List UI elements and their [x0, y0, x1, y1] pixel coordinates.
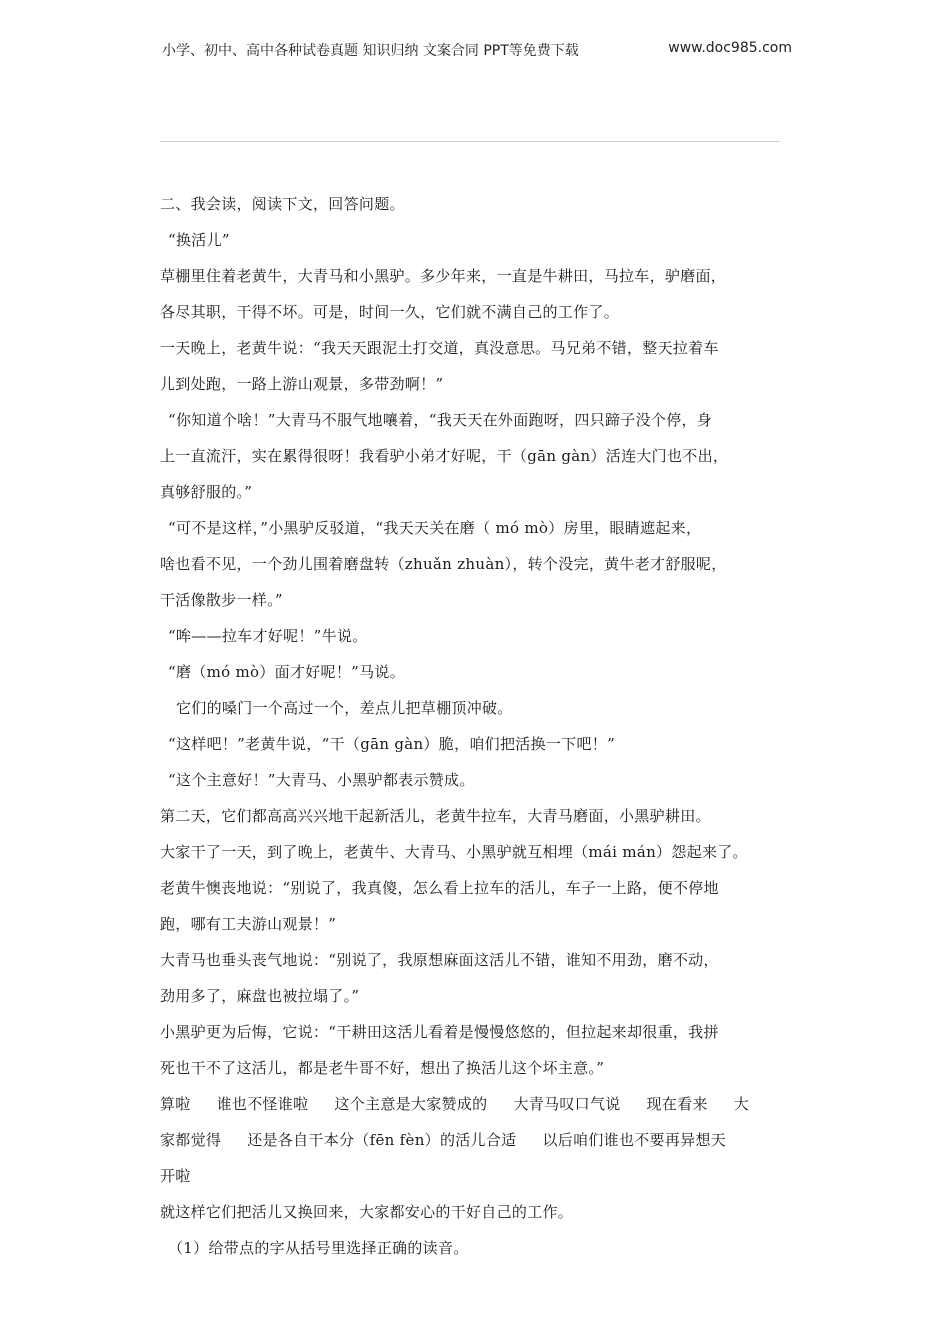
text-line: 老黄牛懊丧地说：“别说了，我真傻，怎么看上拉车的活儿，车子一上路，便不停地	[160, 879, 719, 897]
phrase: 以后咱们谁也不要再异想天	[542, 1131, 727, 1149]
text-line: “这个主意好！”大青马、小黑驴都表示赞成。	[168, 771, 475, 789]
unpunctuated-line	[160, 1126, 810, 1162]
text-line: “你知道个啥！”大青马不服气地嚷着，“我天天在外面跑呀，四只蹄子没个停，身	[168, 411, 713, 429]
text-line: 跑，哪有工夫游山观景！”	[160, 915, 337, 933]
text-line: 劲用多了，麻盘也被拉塌了。”	[160, 987, 360, 1005]
text-line: 草棚里住着老黄牛，大青马和小黑驴。多少年来，一直是牛耕田，马拉车，驴磨面，	[160, 267, 727, 285]
text-line: 死也干不了这活儿，都是老牛哥不好，想出了换活儿这个坏主意。”	[160, 1059, 605, 1077]
story-title: “换活儿”	[168, 231, 230, 249]
question-line: （1）给带点的字从括号里选择正确的读音。	[168, 1239, 469, 1257]
text-line: 啥也看不见，一个劲儿围着磨盘转（zhuǎn zhuàn），转个没完，黄牛老才舒服呢，	[160, 555, 727, 573]
text-line: 大青马也垂头丧气地说：“别说了，我原想麻面这活儿不错，谁知不用劲，磨不动，	[160, 951, 719, 969]
text-line: 儿到处跑，一路上游山观景，多带劲啊！”	[160, 375, 444, 393]
header-divider	[160, 141, 780, 142]
phrase: 大	[733, 1095, 750, 1113]
header-site-url: www.doc985.com	[668, 40, 792, 56]
text-line: 第二天，它们都高高兴兴地干起新活儿，老黄牛拉车，大青马磨面，小黑驴耕田。	[160, 807, 711, 825]
text-line: 一天晚上，老黄牛说：“我天天跟泥土打交道，真没意思。马兄弟不错，整天拉着车	[160, 339, 719, 357]
text-line: “可不是这样，”小黑驴反驳道，“我天天关在磨（ mó mò）房里，眼睛遮起来，	[168, 519, 702, 537]
phrase: 谁也不怪谁啦	[216, 1095, 309, 1113]
text-line: 开啦	[160, 1167, 191, 1185]
text-line: “磨（mó mò）面才好呢！”马说。	[168, 663, 406, 681]
phrase: 这个主意是大家赞成的	[334, 1095, 488, 1113]
document-body	[160, 190, 810, 1270]
section-heading: 二、我会读，阅读下文，回答问题。	[160, 195, 405, 213]
phrase: 还是各自干本分（fēn fèn）的活儿合适	[247, 1131, 517, 1149]
text-line: 小黑驴更为后悔，它说：“干耕田这活儿看着是慢慢悠悠的，但拉起来却很重，我拼	[160, 1023, 719, 1041]
text-line: “哞——拉车才好呢！”牛说。	[168, 627, 368, 645]
phrase: 家都觉得	[160, 1131, 222, 1149]
text-line: “这样吧！”老黄牛说，“干（gān gàn）脆，咱们把活换一下吧！”	[168, 735, 616, 753]
text-line: 就这样它们把活儿又换回来，大家都安心的干好自己的工作。	[160, 1203, 574, 1221]
text-line: 各尽其职，干得不坏。可是，时间一久，它们就不满自己的工作了。	[160, 303, 620, 321]
phrase: 算啦	[160, 1095, 191, 1113]
unpunctuated-line	[160, 1090, 810, 1126]
text-line: 它们的嗓门一个高过一个，差点儿把草棚顶冲破。	[176, 699, 513, 717]
text-line: 干活像散步一样。”	[160, 591, 283, 609]
text-line: 真够舒服的。”	[160, 483, 253, 501]
header-left-text: 小学、初中、高中各种试卷真题 知识归纳 文案合同 PPT等免费下载	[162, 43, 579, 59]
page-header	[162, 40, 792, 62]
phrase: 大青马叹口气说	[513, 1095, 621, 1113]
text-line: 上一直流汗，实在累得很呀！我看驴小弟才好呢，干（gān gàn）活连大门也不出，	[160, 447, 729, 465]
phrase: 现在看来	[646, 1095, 708, 1113]
text-line: 大家干了一天，到了晚上，老黄牛、大青马、小黑驴就互相埋（mái mán）怨起来了。	[160, 843, 748, 861]
